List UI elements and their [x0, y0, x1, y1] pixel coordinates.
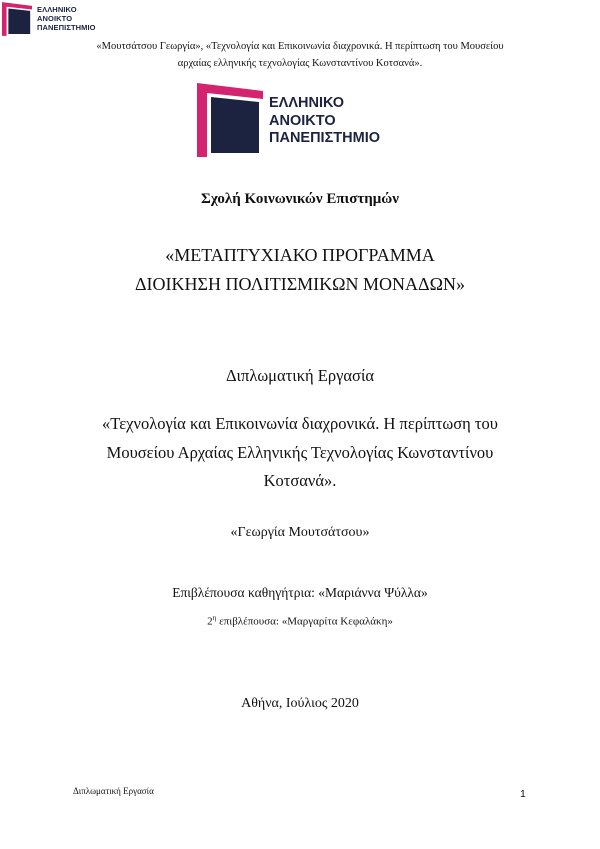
page-number: 1 — [520, 788, 526, 800]
header-logo — [2, 0, 96, 38]
university-logo — [197, 83, 397, 157]
second-supervisor — [0, 614, 600, 628]
author-name: «Γεωργία Μουτσάτσου» — [230, 525, 370, 540]
program-line-2: ΔΙΟΙΚΗΣΗ ΠΟΛΙΤΙΣΜΙΚΩΝ ΜΟΝΑΔΩΝ» — [134, 274, 465, 294]
logo-line: ΕΛΛΗΝΙΚΟ — [269, 95, 345, 111]
second-supervisor-text: επιβλέπουσα: «Μαργαρίτα Κεφαλάκη» — [216, 615, 393, 628]
footer-label: Διπλωματική Εργασία — [73, 786, 154, 796]
second-supervisor-ordinal: 2 — [207, 615, 213, 628]
thesis-title-line-2: Μουσείου Αρχαίας Ελληνικής Τεχνολογίας Κωνσταντίνου — [106, 443, 494, 462]
supervisor: Επιβλέπουσα καθηγήτρια: «Μαριάννα Ψύλλα» — [172, 585, 428, 600]
thesis-title-line-3: Κοτσανά». — [263, 471, 337, 490]
thesis-title-line-1: «Τεχνολογία και Επικοινωνία διαχρονικά. Η περίπτωση του — [102, 414, 498, 433]
thesis-label: Διπλωματική Εργασία — [225, 366, 375, 385]
logo-line: ΑΝΟΙΚΤΟ — [269, 112, 336, 129]
header-citation-line-1: «Μουτσάτσου Γεωργία», «Τεχνολογία και Επικοινωνία διαχρονικά. Η περίπτωση του Μουσείου — [96, 41, 504, 52]
university-logo-mark-icon — [197, 83, 263, 157]
second-supervisor-ordinal-suffix: η — [212, 614, 217, 622]
date-place: Αθήνα, Ιούλιος 2020 — [241, 696, 359, 711]
university-logo-text — [269, 95, 380, 148]
header-logo-line: ΕΛΛΗΝΙΚΟ — [37, 5, 77, 14]
header-citation-line-2: αρχαίας ελληνικής τεχνολογίας Κωνσταντίνου Κοτσανά». — [177, 58, 423, 69]
logo-line: ΠΑΝΕΠΙΣΤΗΜΙΟ — [269, 130, 381, 146]
program-line-1: «ΜΕΤΑΠΤΥΧΙΑΚΟ ΠΡΟΓΡΑΜΜΑ — [165, 245, 435, 265]
header-logo-line: ΠΑΝΕΠΙΣΤΗΜΙΟ — [37, 23, 96, 32]
header-logo-line: ΑΝΟΙΚΤΟ — [37, 14, 73, 23]
university-logo-mark-icon — [2, 2, 32, 36]
school-name: Σχολή Κοινωνικών Επιστημών — [201, 191, 399, 207]
header-logo-text — [37, 5, 96, 32]
